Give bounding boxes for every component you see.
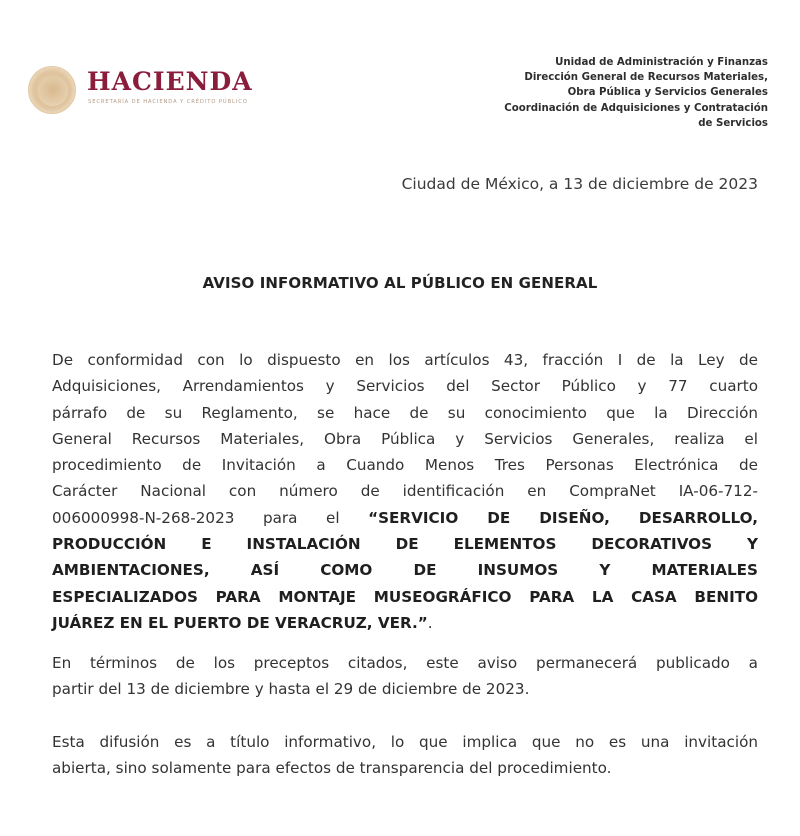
- paragraph-line: [52, 610, 758, 636]
- service-name-end: JUÁREZ EN EL PUERTO DE VERACRUZ, VER.”: [52, 613, 428, 632]
- header-line: Unidad de Administración y Finanzas: [555, 57, 768, 68]
- paragraph-line: abierta, sino solamente para efectos de transparencia del procedimiento.: [52, 759, 612, 778]
- document-title: AVISO INFORMATIVO AL PÚBLICO EN GENERAL: [202, 274, 598, 292]
- service-name-line: AMBIENTACIONES, ASÍ COMO DE INSUMOS Y MATERIALES: [52, 561, 758, 580]
- header-line: Dirección General de Recursos Materiales,: [524, 72, 768, 84]
- hacienda-logo: [26, 64, 286, 118]
- paragraph-line: De conformidad con lo dispuesto en los artículos 43, fracción I de la Ley de: [52, 351, 758, 369]
- coat-of-arms-seal-icon: [28, 66, 76, 114]
- paragraph-line: [52, 505, 758, 531]
- paragraph-line: En términos de los preceptos citados, este aviso permanecerá publicado a: [52, 654, 758, 672]
- paragraph-line: Carácter Nacional con número de identificación en CompraNet IA-06-712-: [52, 482, 758, 501]
- paragraph-disclaimer: [52, 729, 758, 782]
- paragraph-line: General Recursos Materiales, Obra Pública y Servicios Generales, realiza el: [52, 429, 758, 448]
- paragraph-line: párrafo de su Reglamento, se hace de su conocimiento que la Dirección: [52, 403, 758, 422]
- paragraph-legal-basis: [52, 347, 758, 636]
- header-line: de Servicios: [698, 117, 768, 129]
- issuing-office-header: [504, 55, 768, 131]
- header-line: Obra Pública y Servicios Generales: [567, 87, 768, 99]
- paragraph-line: Adquisiciones, Arrendamientos y Servicios del Sector Público y 77 cuarto: [52, 377, 758, 396]
- service-name-line: PRODUCCIÓN E INSTALACIÓN DE ELEMENTOS DECORATIVOS Y: [52, 535, 758, 554]
- document-date: Ciudad de México, a 13 de diciembre de 2023: [401, 175, 758, 193]
- paragraph-publication-period: [52, 650, 758, 703]
- service-name-line: ESPECIALIZADOS PARA MONTAJE MUSEOGRÁFICO PARA LA CASA BENITO: [52, 587, 758, 606]
- paragraph-line: Esta difusión es a título informativo, lo que implica que no es una invitación: [52, 733, 758, 751]
- service-name-bold: “SERVICIO DE DISEÑO, DESARROLLO,: [368, 508, 758, 527]
- header-line: Coordinación de Adquisiciones y Contratación: [504, 102, 768, 114]
- logo-subtitle: SECRETARÍA DE HACIENDA Y CRÉDITO PÚBLICO: [88, 99, 248, 105]
- logo-brand-name: HACIENDA: [87, 67, 253, 96]
- period: .: [427, 613, 433, 632]
- paragraph-line: partir del 13 de diciembre y hasta el 29 de diciembre de 2023.: [52, 680, 530, 699]
- paragraph-line: procedimiento de Invitación a Cuando Menos Tres Personas Electrónica de: [52, 456, 758, 475]
- procedure-id-text: 006000998-N-268-2023 para el: [52, 508, 369, 527]
